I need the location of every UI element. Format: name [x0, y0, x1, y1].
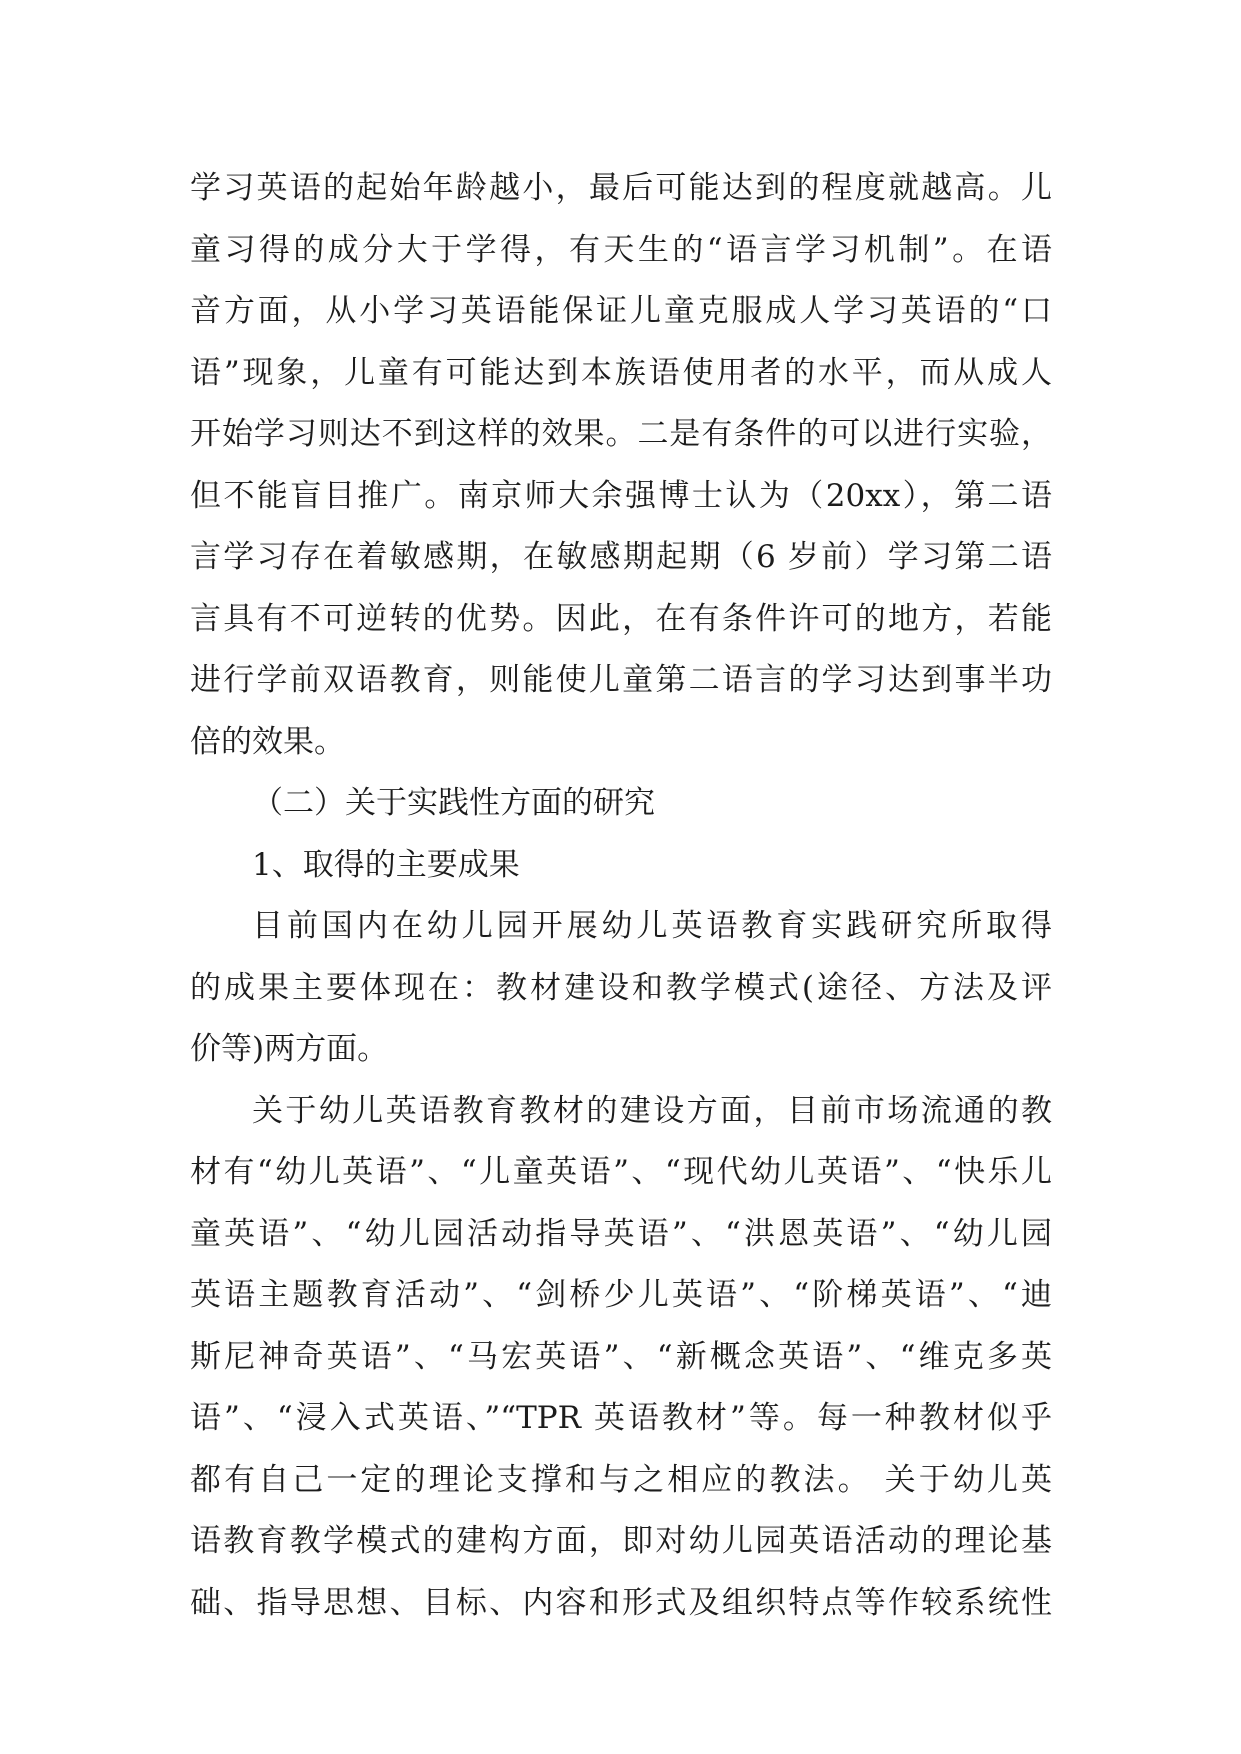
text-line: 但不能盲目推广。南京师大余强博士认为（20xx），第二语	[190, 477, 1052, 514]
text-line: 学习英语的起始年龄越小，最后可能达到的程度就越高。儿	[190, 170, 1052, 206]
paragraph-end-line: 价等)两方面。	[190, 1031, 389, 1067]
section-heading: （二）关于实践性方面的研究	[252, 785, 655, 821]
text-line: 都有自己一定的理论支撑和与之相应的教法。 关于幼儿英	[190, 1461, 1052, 1498]
text-line: 语”、“浸入式英语、”“TPR 英语教材”等。每一种教材似乎	[190, 1400, 1052, 1436]
text-line: 开始学习则达不到这样的效果。二是有条件的可以进行实验，	[190, 416, 1052, 452]
text-line: 进行学前双语教育，则能使儿童第二语言的学习达到事半功	[190, 662, 1052, 698]
text-line: 童英语”、“幼儿园活动指导英语”、“洪恩英语”、“幼儿园	[190, 1215, 1052, 1252]
body-text	[190, 158, 1052, 1634]
text-line: 音方面，从小学习英语能保证儿童克服成人学习英语的“口	[190, 293, 1052, 329]
subsection-heading: 1、取得的主要成果	[252, 846, 520, 883]
text-line: 语教育教学模式的建构方面，即对幼儿园英语活动的理论基	[190, 1523, 1052, 1559]
text-line: 语”现象，儿童有可能达到本族语使用者的水平，而从成人	[190, 354, 1052, 391]
text-line: 材有“幼儿英语”、“儿童英语”、“现代幼儿英语”、“快乐儿	[190, 1154, 1052, 1190]
text-line: 斯尼神奇英语”、“马宏英语”、“新概念英语”、“维克多英	[190, 1338, 1052, 1375]
paragraph-start-line: 关于幼儿英语教育教材的建设方面，目前市场流通的教	[252, 1092, 1052, 1129]
text-line: 的成果主要体现在：教材建设和教学模式(途径、方法及评	[190, 969, 1052, 1006]
text-line: 童习得的成分大于学得，有天生的“语言学习机制”。在语	[190, 231, 1052, 268]
paragraph-start-line: 目前国内在幼儿园开展幼儿英语教育实践研究所取得	[252, 908, 1052, 944]
text-line: 础、指导思想、目标、内容和形式及组织特点等作较系统性	[190, 1584, 1052, 1621]
text-line: 言具有不可逆转的优势。因此，在有条件许可的地方，若能	[190, 600, 1052, 637]
paragraph-end-line: 倍的效果。	[190, 723, 345, 760]
text-line: 言学习存在着敏感期，在敏感期起期（6 岁前）学习第二语	[190, 539, 1052, 575]
text-line: 英语主题教育活动”、“剑桥少儿英语”、“阶梯英语”、“迪	[190, 1277, 1052, 1313]
